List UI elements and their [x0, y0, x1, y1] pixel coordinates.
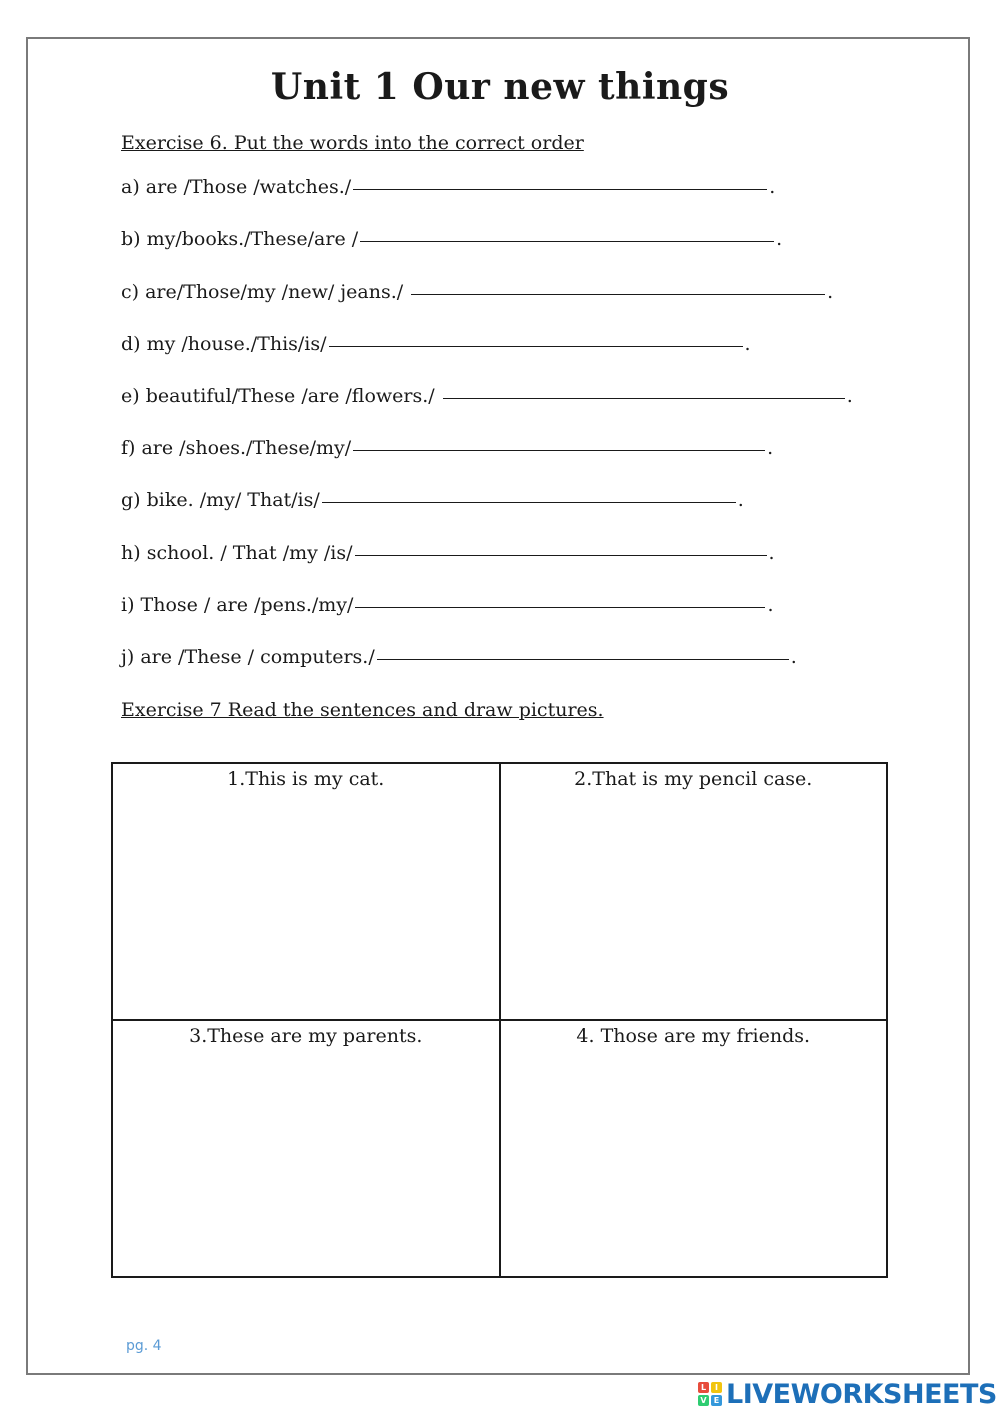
item-label: h) school. / That /my /is/: [121, 542, 353, 564]
liveworksheets-logo[interactable]: [698, 1378, 997, 1410]
answer-line[interactable]: [377, 658, 789, 660]
page-number: pg. 4: [126, 1338, 162, 1354]
item-label: b) my/books./These/are /: [121, 228, 359, 250]
logo-icon: L I V E: [698, 1382, 722, 1406]
exercise-6-item-a: a) are /Those /watches./ .: [121, 176, 776, 198]
answer-line[interactable]: [360, 240, 774, 242]
exercise-6-item-h: h) school. / That /my /is/ .: [121, 542, 775, 564]
answer-line[interactable]: [353, 188, 767, 190]
item-label: g) bike. /my/ That/is/: [121, 489, 320, 511]
exercise-6-item-e: e) beautiful/These /are /flowers./ .: [121, 385, 853, 407]
drawing-grid: [111, 762, 888, 1278]
drawing-cell-1[interactable]: [112, 763, 500, 1020]
exercise-7-heading: Exercise 7 Read the sentences and draw pictures.: [121, 699, 604, 721]
answer-line[interactable]: [329, 345, 743, 347]
answer-line[interactable]: [353, 449, 765, 451]
exercise-6-item-i: i) Those / are /pens./my/ .: [121, 594, 774, 616]
page-title: Unit 1 Our new things: [270, 66, 730, 108]
exercise-6-item-f: f) are /shoes./These/my/ .: [121, 437, 774, 459]
drawing-cell-2[interactable]: [500, 763, 888, 1020]
item-label: i) Those / are /pens./my/: [121, 594, 354, 616]
answer-line[interactable]: [322, 501, 736, 503]
answer-line[interactable]: [355, 606, 765, 608]
answer-line[interactable]: [411, 293, 825, 295]
drawing-cell-caption: 2.That is my pencil case.: [574, 768, 813, 790]
exercise-6-item-d: d) my /house./This/is/ .: [121, 333, 751, 355]
exercise-6-item-b: b) my/books./These/are / .: [121, 228, 783, 250]
item-label: c) are/Those/my /new/ jeans./: [121, 281, 404, 303]
drawing-cell-caption: 4. Those are my friends.: [576, 1025, 811, 1047]
item-label: d) my /house./This/is/: [121, 333, 327, 355]
item-label: e) beautiful/These /are /flowers./: [121, 385, 435, 407]
brand-name: LIVEWORKSHEETS: [726, 1378, 997, 1410]
item-label: j) are /These / computers./: [121, 646, 375, 668]
exercise-6-item-g: g) bike. /my/ That/is/ .: [121, 489, 744, 511]
drawing-cell-3[interactable]: [112, 1020, 500, 1277]
item-label: a) are /Those /watches./: [121, 176, 352, 198]
answer-line[interactable]: [355, 554, 767, 556]
item-label: f) are /shoes./These/my/: [121, 437, 352, 459]
exercise-6-heading: Exercise 6. Put the words into the correct order: [121, 132, 584, 154]
exercise-6-item-c: c) are/Those/my /new/ jeans./ .: [121, 281, 834, 303]
drawing-cell-caption: 1.This is my cat.: [227, 768, 385, 790]
exercise-6-item-j: j) are /These / computers./ .: [121, 646, 797, 668]
drawing-cell-4[interactable]: [500, 1020, 888, 1277]
answer-line[interactable]: [443, 397, 845, 399]
drawing-cell-caption: 3.These are my parents.: [189, 1025, 423, 1047]
